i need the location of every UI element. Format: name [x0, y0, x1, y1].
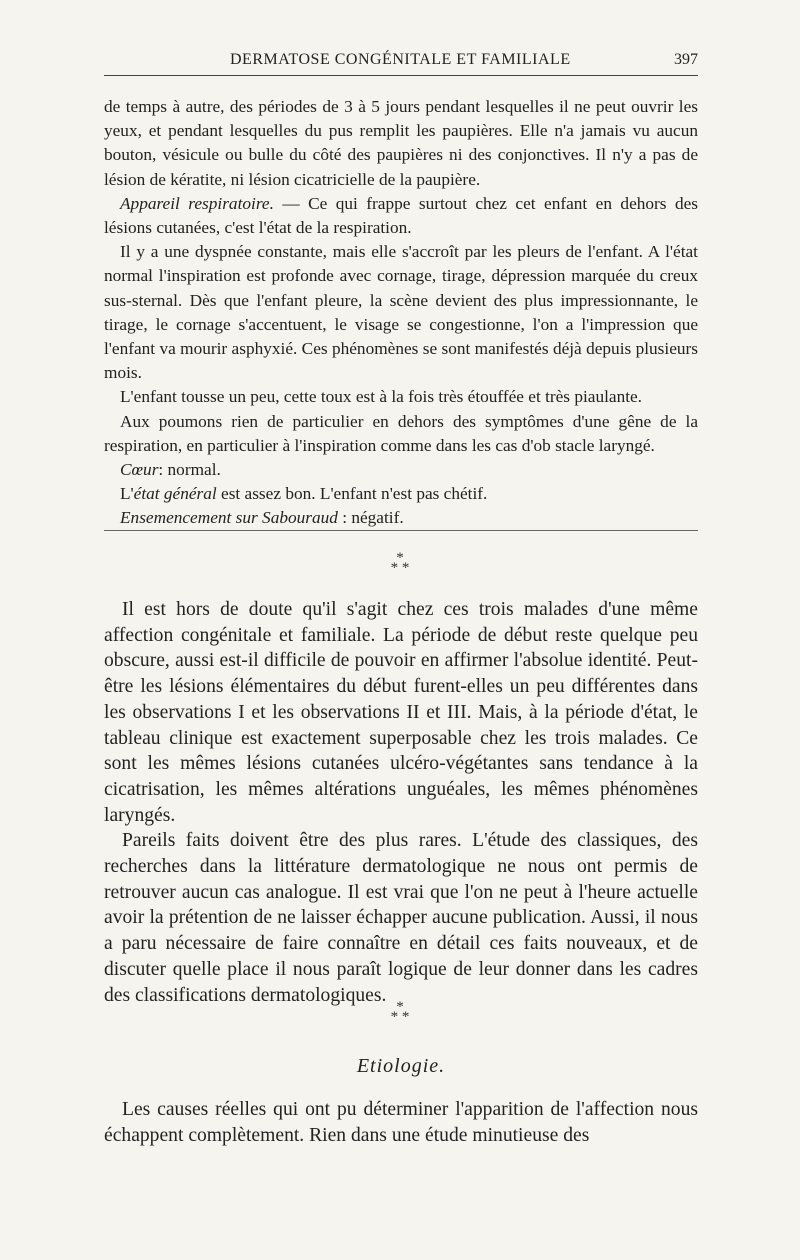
asterism-text: * * * [390, 550, 410, 576]
discussion-paragraph-1: Il est hors de doute qu'il s'agit chez ces trois malades d'une même affection congénitale et familiale. La période de début reste quelque peu obscure, aussi est-il difficile de pouvoir en affirmer l'absolue identité. Peut-être les lésions élémentaires du début furent-elles un peu différentes dans les observations I et les observations II et III. Mais, à la période d'état, le tableau clinique est exactement superposable chez les trois malades. Ce sont les mêmes lésions cutanées ulcéro-végétantes sans tendance à la cicatrisation, les mêmes altérations unguéales, les mêmes phénomènes laryngés. [104, 599, 698, 826]
respiratory-label: Appareil respiratoire. [120, 193, 274, 213]
heart-label: Cœur [120, 460, 159, 480]
paragraph-cough: L'enfant tousse un peu, cette toux est à la fois très étouffée et très piaulante. [120, 387, 643, 407]
etiology-text [104, 1097, 698, 1148]
general-state-label: état général [133, 484, 217, 504]
paragraph-dyspnea: Il y a une dyspnée constante, mais elle s'accroît par les pleurs de l'enfant. A l'état normal l'inspiration est profonde avec cornage, tirage, dépression marquée du creux sus-sternal. Dès que l'enfant pleure, la scène devient des plus impressionnante, le tirage, le cornage s'accentuent, le visage se congestionne, l'on a l'impression que l'enfant va mourir asphyxié. Ces phénomènes se sont manifestés déjà depuis plusieurs mois. [104, 242, 698, 383]
paragraph-general-state: L'état général est assez bon. L'enfant n'est pas chétif. [120, 484, 488, 504]
asterism-separator [370, 550, 430, 576]
case-observation-text [104, 95, 698, 531]
section-rule [104, 530, 698, 531]
discussion-paragraph-2: Pareils faits doivent être des plus rares. L'étude des classiques, des recherches dans la littérature dermatologique ne nous ont permis de retrouver aucun cas analogue. Il est vrai que l'on ne peut à l'heure actuelle avoir la prétention de ne laisser échapper aucune publication. Aussi, il nous a paru nécessaire de faire connaître en détail ces faits nouveaux, et de discuter quelle place il nous paraît logique de leur donner dans les cadres des classifications dermatologiques. [104, 830, 698, 1006]
paragraph-heart: Cœur: normal. [120, 460, 221, 480]
discussion-text [104, 597, 698, 1008]
paragraph-eyes: de temps à autre, des périodes de 3 à 5 jours pendant lesquelles il ne peut ouvrir les yeux, et pendant lesquelles du pus remplit les paupières. Elle n'a jamais vu aucun bouton, vésicule ou bulle du côté des paupières ni des conjonctives. Il n'y a pas de lésion de kératite, ni lésion cicatricielle de la paupière. [104, 97, 698, 189]
running-header [104, 51, 698, 76]
paragraph-culture: Ensemencement sur Sabouraud : négatif. [120, 508, 404, 528]
paragraph-respiratory: Appareil respiratoire. — Ce qui frappe surtout chez cet enfant en dehors des lésions cutanées, c'est l'état de la respiration. [104, 193, 698, 238]
page-number: 397 [674, 51, 698, 68]
etiology-paragraph-1: Les causes réelles qui ont pu déterminer l'apparition de l'affection nous échappent complètement. Rien dans une étude minutieuse des [104, 1099, 698, 1146]
asterism-separator-2 [370, 999, 430, 1025]
culture-label: Ensemencement sur Sabouraud [120, 508, 338, 528]
section-title: Etiologie. [356, 1055, 446, 1077]
running-title: DERMATOSE CONGÉNITALE ET FAMILIALE [230, 51, 571, 68]
asterism-text-2: * * * [390, 999, 410, 1025]
paragraph-lungs: Aux poumons rien de particulier en dehors des symptômes d'une gêne de la respiration, en particulier à l'inspiration comme dans les cas d'ob stacle laryngé. [104, 411, 698, 455]
